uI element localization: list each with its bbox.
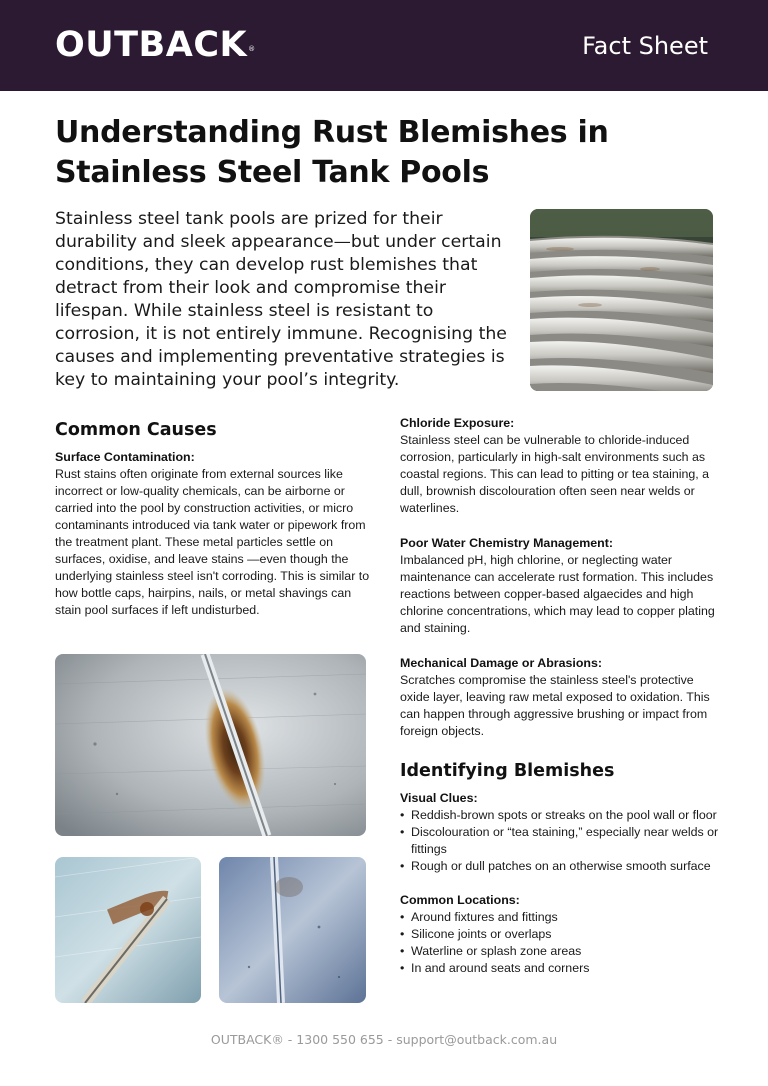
document-type-label: Fact Sheet (582, 32, 708, 60)
chloride-exposure-title: Chloride Exposure: (400, 416, 515, 430)
corrugated-tank-wall-photo (530, 209, 713, 391)
weld-seam-rust-stain-photo (55, 654, 366, 836)
list-item: • In and around seats and corners (400, 960, 720, 977)
visual-clues-list (400, 807, 720, 875)
intro-paragraph: Stainless steel tank pools are prized for their durability and sleek appearance—but under certain conditions, they can develop rust blemishes that detract from their look and compromise their lifespan. While stainless steel is resistant to corrosion, it is not entirely immune. Recognising the causes and implementing preventative strategies is key to maintaining your pool’s integrity. (55, 209, 507, 390)
chloride-exposure-text: Stainless steel can be vulnerable to chloride-induced corrosion, particularly in high-salt environments such as coastal regions. This can lead to pitting or tea staining, a dull, brownish discolouration often seen near welds or waterlines. (400, 433, 710, 515)
page-title: Understanding Rust Blemishes in Stainless Steel Tank Pools (55, 115, 609, 190)
list-item: • Waterline or splash zone areas (400, 943, 720, 960)
list-item: • Around fixtures and fittings (400, 909, 720, 926)
water-chemistry-title: Poor Water Chemistry Management: (400, 536, 613, 550)
surface-contamination-text: Rust stains often originate from external sources like incorrect or low-quality chemicals, can be airborne or carried into the pool by construction activities, or micro contaminants introduced via tank water or pipework from the treatment plant. These metal particles settle on surfaces, oxidise, and leave stains —even though the underlying stainless steel isn't corroding. This is similar to how bottle caps, hairpins, nails, or metal shavings can stain pool surfaces if left undisturbed. (55, 467, 370, 617)
list-item: • Discolouration or “tea staining,” especially near welds or fittings (400, 824, 720, 858)
common-causes-column (55, 417, 375, 619)
faint-seam-stain-photo (219, 857, 366, 1003)
surface-contamination-title: Surface Contamination: (55, 450, 195, 464)
water-chemistry-text: Imbalanced pH, high chlorine, or neglecting water maintenance can accelerate rust formation. This includes reactions between copper-based algaecides and high chlorine concentrations, which may lead to copper plating and staining. (400, 553, 715, 635)
mechanical-damage-title: Mechanical Damage or Abrasions: (400, 656, 602, 670)
common-locations-title: Common Locations: (400, 893, 520, 907)
logo-text: OUTBACK (55, 25, 248, 65)
common-causes-heading: Common Causes (55, 420, 217, 440)
right-column (400, 415, 720, 977)
list-item: • Silicone joints or overlaps (400, 926, 720, 943)
rusty-seam-closeup-photo (55, 857, 201, 1003)
footer-contact: OUTBACK® - 1300 550 655 - support@outback.com.au (210, 1032, 558, 1047)
common-locations-list (400, 909, 720, 977)
mechanical-damage-text: Scratches compromise the stainless steel's protective oxide layer, leaving raw metal exposed to oxidation. This can happen through aggressive brushing or impact from foreign objects. (400, 673, 710, 738)
visual-clues-title: Visual Clues: (400, 791, 478, 805)
identifying-blemishes-heading: Identifying Blemishes (400, 761, 615, 781)
header-bar (0, 0, 768, 91)
list-item: • Rough or dull patches on an otherwise smooth surface (400, 858, 720, 875)
list-item: • Reddish-brown spots or streaks on the pool wall or floor (400, 807, 720, 824)
logo-registered-mark: ® (248, 45, 256, 53)
outback-logo (55, 24, 256, 66)
